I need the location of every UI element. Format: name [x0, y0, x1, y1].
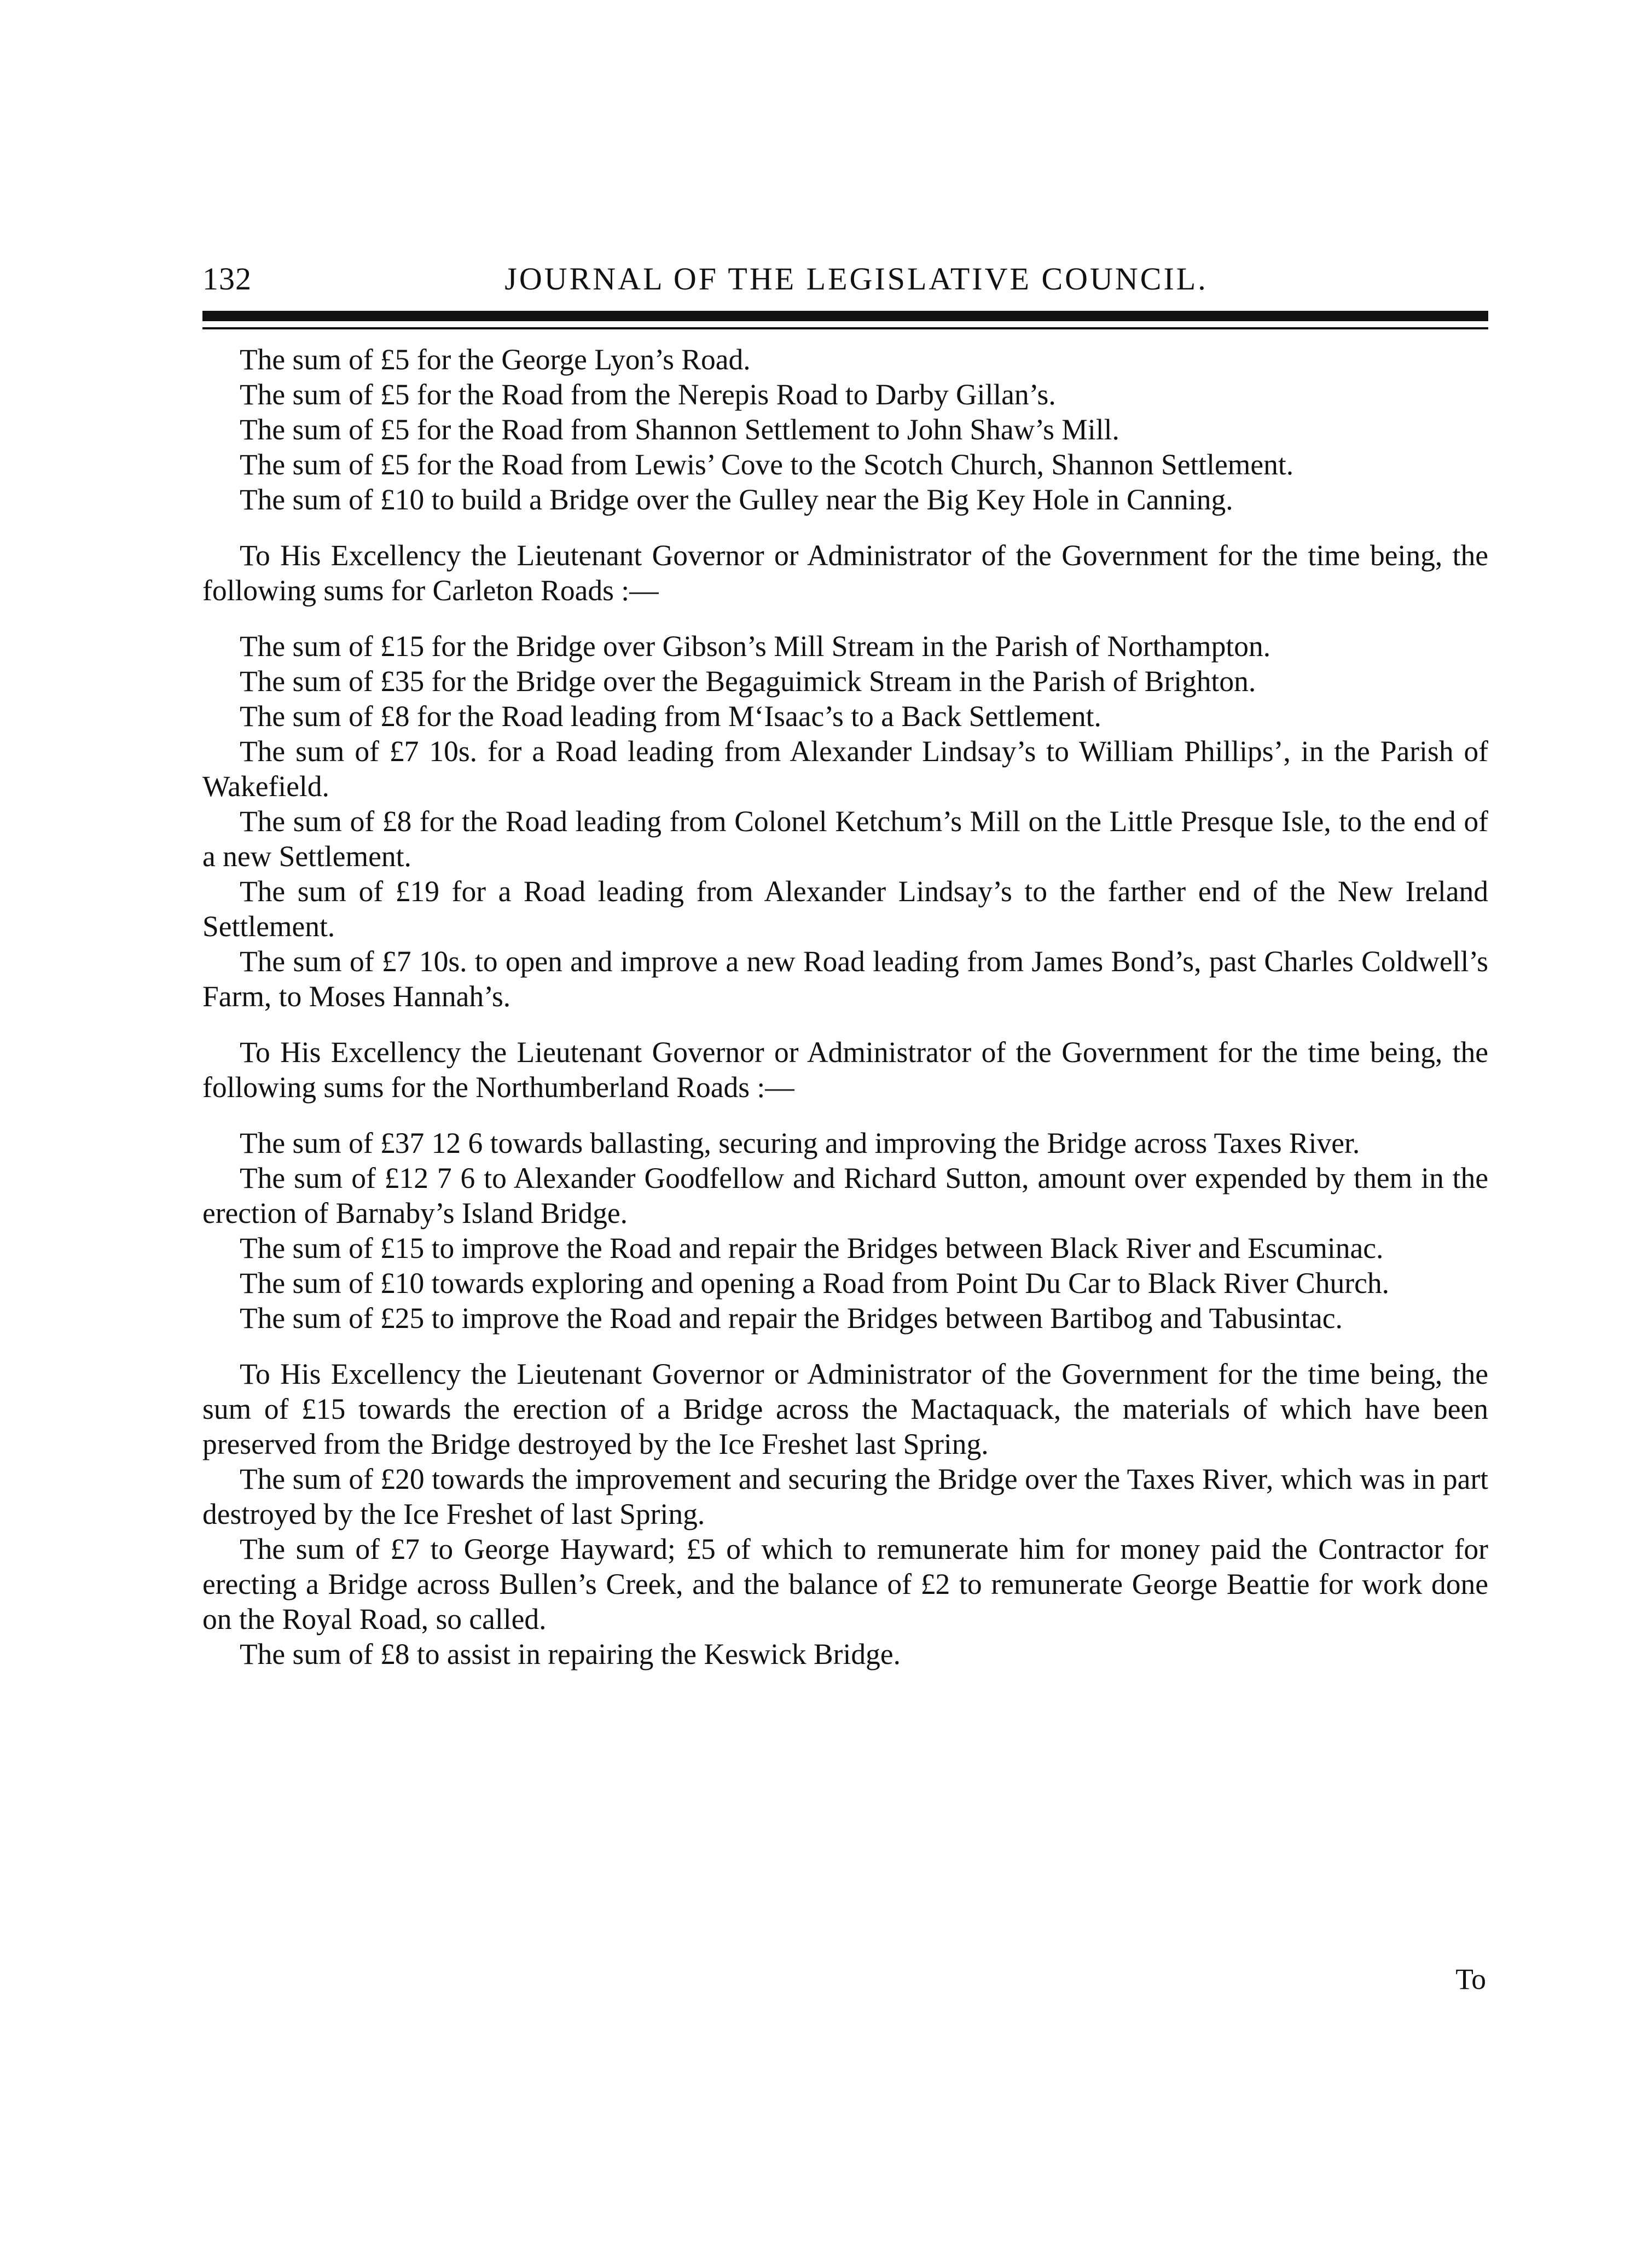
appropriation-item: The sum of £8 for the Road leading from Colonel Ketchum’s Mill on the Little Presque Isle, to the end of a new Settlement. — [202, 805, 1488, 873]
appropriation-item: The sum of £8 for the Road leading from M‘Isaac’s to a Back Settlement. — [240, 700, 1101, 733]
appropriation-item: The sum of £5 for the Road from Lewis’ Cove to the Scotch Church, Shannon Settlement. — [240, 448, 1294, 481]
appropriation-item: The sum of £10 to build a Bridge over the Gulley near the Big Key Hole in Canning. — [240, 483, 1233, 516]
appropriation-item: The sum of £7 10s. for a Road leading from Alexander Lindsay’s to William Phillips’, in the Parish of Wakefield. — [202, 735, 1488, 803]
appropriation-item: The sum of £7 10s. to open and improve a new Road leading from James Bond’s, past Charles Coldwell’s Farm, to Moses Hannah’s. — [202, 945, 1488, 1013]
page-number: 132 — [202, 261, 252, 297]
appropriation-item: The sum of £5 for the Road from the Nerepis Road to Darby Gillan’s. — [240, 378, 1056, 411]
section-heading-northumberland: To His Excellency the Lieutenant Governor or Administrator of the Government for the time being, the following sums for the Northumberland Roads :— — [202, 1036, 1488, 1104]
appropriation-item: The sum of £35 for the Bridge over the Begaguimick Stream in the Parish of Brighton. — [240, 665, 1256, 698]
header-rule-thick — [202, 311, 1488, 321]
page-header — [202, 257, 1488, 301]
appropriation-item: The sum of £8 to assist in repairing the Keswick Bridge. — [240, 1638, 901, 1670]
appropriation-item: The sum of £19 for a Road leading from Alexander Lindsay’s to the farther end of the New Ireland Settlement. — [202, 875, 1488, 943]
appropriation-item: The sum of £10 towards exploring and opening a Road from Point Du Car to Black River Church. — [240, 1267, 1389, 1300]
appropriation-item: The sum of £25 to improve the Road and repair the Bridges between Bartibog and Tabusintac. — [240, 1302, 1343, 1335]
appropriation-item: The sum of £15 to improve the Road and repair the Bridges between Black River and Escuminac. — [240, 1232, 1384, 1264]
appropriation-item: The sum of £5 for the Road from Shannon Settlement to John Shaw’s Mill. — [240, 413, 1119, 446]
section-heading-mactaquack: To His Excellency the Lieutenant Governor or Administrator of the Government for the time being, the sum of £15 towards the erection of a Bridge across the Mactaquack, the materials of which have been preserved from the Bridge destroyed by the Ice Freshet last Spring. — [202, 1358, 1488, 1460]
section-heading-carleton: To His Excellency the Lieutenant Governor or Administrator of the Government for the time being, the following sums for Carleton Roads :— — [202, 539, 1488, 607]
running-title: JOURNAL OF THE LEGISLATIVE COUNCIL. — [504, 261, 1208, 297]
appropriation-item: The sum of £7 to George Hayward; £5 of which to remunerate him for money paid the Contractor for erecting a Bridge across Bullen’s Creek, and the balance of £2 to remunerate George Beattie for work done on the Royal Road, so called. — [202, 1533, 1488, 1635]
appropriation-item: The sum of £37 12 6 towards ballasting, securing and improving the Bridge across Taxes River. — [240, 1127, 1360, 1159]
header-rule-thin — [202, 327, 1488, 329]
journal-body — [202, 342, 1488, 1672]
appropriation-item: The sum of £5 for the George Lyon’s Road. — [240, 343, 751, 376]
appropriation-item: The sum of £20 towards the improvement and securing the Bridge over the Taxes River, which was in part destroyed by the Ice Freshet of last Spring. — [202, 1463, 1488, 1530]
appropriation-item: The sum of £12 7 6 to Alexander Goodfellow and Richard Sutton, amount over expended by them in the erection of Barnaby’s Island Bridge. — [202, 1162, 1488, 1229]
catchword: To — [1455, 1963, 1486, 1996]
appropriation-item: The sum of £15 for the Bridge over Gibson’s Mill Stream in the Parish of Northampton. — [240, 630, 1271, 663]
